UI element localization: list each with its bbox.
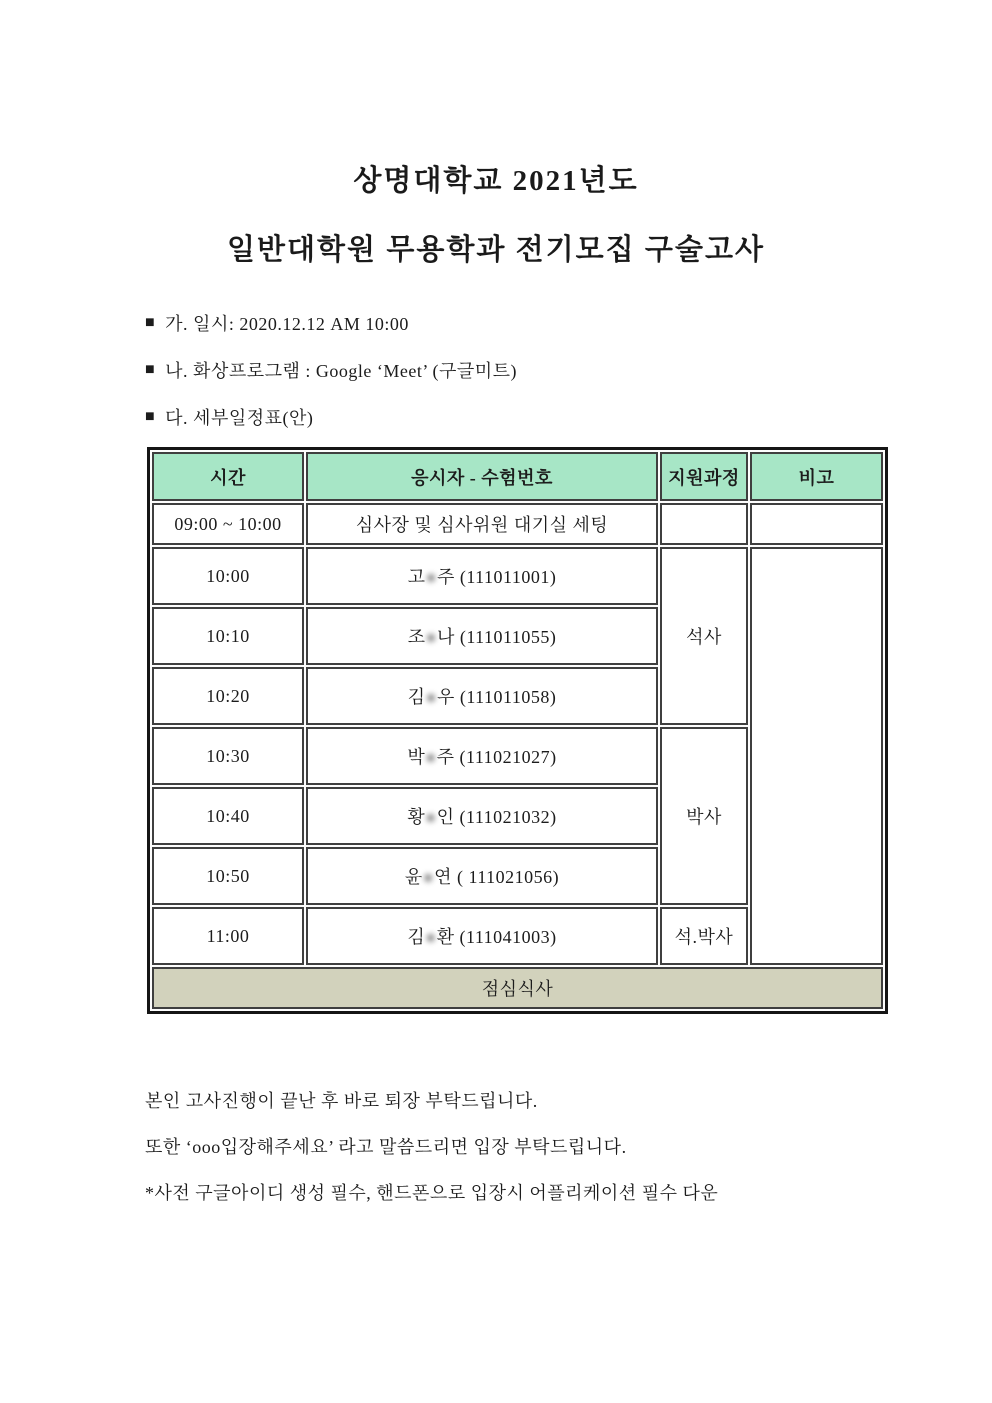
masked-name-char: ●: [425, 567, 437, 587]
cell-program-master: 석사: [660, 547, 748, 725]
masked-name-char: ●: [425, 747, 437, 767]
square-bullet-icon: ■: [145, 314, 156, 331]
exam-schedule-table: [147, 447, 888, 1014]
cell-desc-setup: 심사장 및 심사위원 대기실 세팅: [306, 503, 658, 545]
note-line-3: *사전 구글아이디 생성 필수, 핸드폰으로 입장시 어플리케이션 필수 다운: [145, 1183, 719, 1203]
cell-time: 10:10: [152, 607, 304, 665]
exam-number: (111011001): [459, 567, 557, 587]
bullet-date: [145, 310, 865, 336]
masked-name-char: ●: [425, 927, 437, 947]
masked-name-char: ●: [422, 867, 435, 887]
cell-program-combined: 석.박사: [660, 907, 748, 965]
square-bullet-icon: ■: [145, 408, 156, 425]
cell-program-doctor: 박사: [660, 727, 748, 905]
table-header-row: [152, 452, 883, 501]
info-bullet-list: [145, 310, 865, 451]
header-program: 지원과정: [660, 452, 748, 501]
cell-time: 10:50: [152, 847, 304, 905]
cell-note-merged-empty: [750, 547, 883, 965]
cell-applicant: 김●환 (111041003): [306, 907, 658, 965]
exam-number: (111011058): [459, 687, 557, 707]
cell-time: 11:00: [152, 907, 304, 965]
square-bullet-icon: ■: [145, 361, 156, 378]
document-title: [0, 158, 992, 296]
table-row-setup: [152, 503, 883, 545]
cell-lunch: 점심식사: [152, 967, 883, 1009]
cell-time-setup: 09:00 ~ 10:00: [152, 503, 304, 545]
exam-number: (111011055): [459, 627, 557, 647]
bullet-date-text: 가. 일시: 2020.12.12 AM 10:00: [165, 314, 409, 334]
cell-program-setup-empty: [660, 503, 748, 545]
cell-applicant: 김●우 (111011058): [306, 667, 658, 725]
title-line-1: 상명대학교 2021년도: [353, 165, 639, 197]
cell-time: 10:40: [152, 787, 304, 845]
cell-applicant: 황●인 (111021032): [306, 787, 658, 845]
footer-notes: [145, 1087, 885, 1225]
bullet-schedule: [145, 404, 865, 430]
header-time: 시간: [152, 452, 304, 501]
title-line-2: 일반대학원 무용학과 전기모집 구술고사: [227, 234, 765, 266]
masked-name-char: ●: [425, 807, 437, 827]
table-row: [152, 547, 883, 605]
exam-number: (111021027): [459, 747, 557, 767]
bullet-program: [145, 357, 865, 383]
note-line-2: 또한 ‘ooo입장해주세요’ 라고 말씀드리면 입장 부탁드립니다.: [145, 1137, 627, 1157]
cell-applicant: 고●주 (111011001): [306, 547, 658, 605]
table-row-lunch: [152, 967, 883, 1009]
bullet-program-text: 나. 화상프로그램 : Google ‘Meet’ (구글미트): [165, 361, 518, 381]
masked-name-char: ●: [425, 687, 437, 707]
header-note: 비고: [750, 452, 883, 501]
cell-note-setup-empty: [750, 503, 883, 545]
note-line-1: 본인 고사진행이 끝난 후 바로 퇴장 부탁드립니다.: [145, 1091, 538, 1111]
header-applicant: 응시자 - 수험번호: [306, 452, 658, 501]
exam-number: (111041003): [459, 927, 557, 947]
exam-number: ( 111021056): [457, 867, 560, 887]
cell-applicant: 윤●연 ( 111021056): [306, 847, 658, 905]
cell-applicant: 조●나 (111011055): [306, 607, 658, 665]
bullet-schedule-text: 다. 세부일정표(안): [165, 408, 314, 428]
cell-time: 10:20: [152, 667, 304, 725]
cell-time: 10:00: [152, 547, 304, 605]
cell-applicant: 박●주 (111021027): [306, 727, 658, 785]
exam-number: (111021032): [459, 807, 557, 827]
masked-name-char: ●: [425, 627, 437, 647]
cell-time: 10:30: [152, 727, 304, 785]
